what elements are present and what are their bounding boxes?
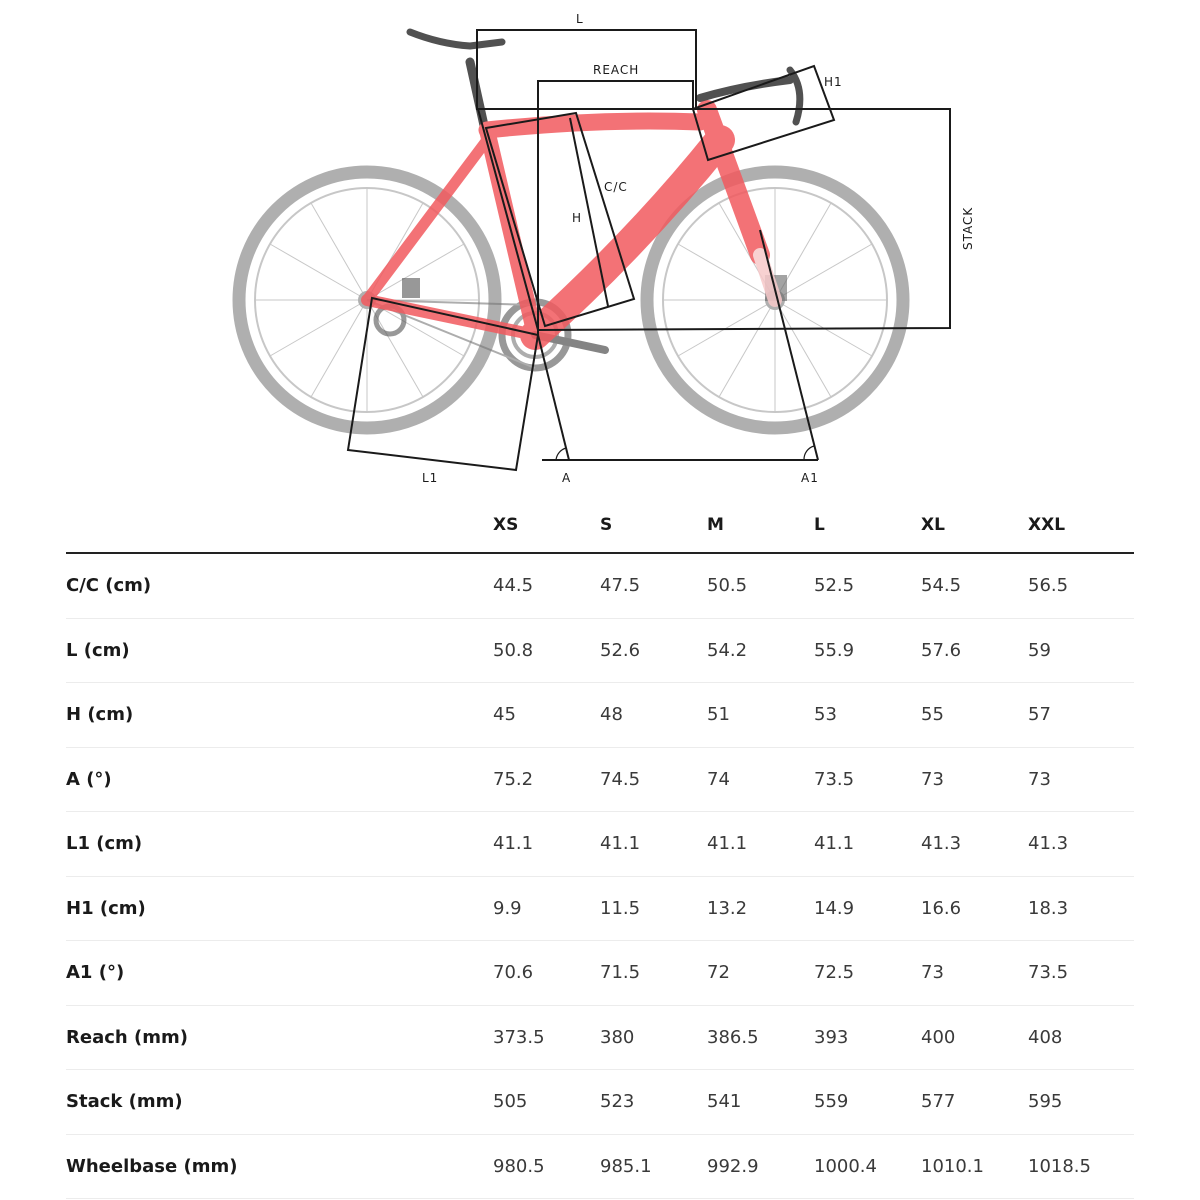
table-cell: 48 xyxy=(600,683,707,748)
label-l: L xyxy=(576,12,584,26)
table-cell: 50.8 xyxy=(493,618,600,683)
row-label: L (cm) xyxy=(66,618,493,683)
table-cell: 53 xyxy=(814,683,921,748)
table-cell: 45 xyxy=(493,683,600,748)
table-cell: 41.1 xyxy=(707,812,814,877)
table-cell: 980.5 xyxy=(493,1134,600,1199)
table-cell: 59 xyxy=(1028,618,1134,683)
table-cell: 56.5 xyxy=(1028,553,1134,618)
table-cell: 559 xyxy=(814,1070,921,1135)
table-cell: 1010.1 xyxy=(921,1134,1028,1199)
label-a1: A1 xyxy=(801,471,819,485)
table-cell: 54.2 xyxy=(707,618,814,683)
table-cell: 992.9 xyxy=(707,1134,814,1199)
table-cell: 9.9 xyxy=(493,876,600,941)
table-cell: 72.5 xyxy=(814,941,921,1006)
table-cell: 75.2 xyxy=(493,747,600,812)
l-dimension-box xyxy=(477,30,696,109)
table-cell: 51 xyxy=(707,683,814,748)
table-cell: 1018.5 xyxy=(1028,1134,1134,1199)
label-h1: H1 xyxy=(824,75,843,89)
row-label: A1 (°) xyxy=(66,941,493,1006)
table-row xyxy=(66,553,1134,618)
table-cell: 400 xyxy=(921,1005,1028,1070)
table-cell: 541 xyxy=(707,1070,814,1135)
table-cell: 13.2 xyxy=(707,876,814,941)
table-cell: 595 xyxy=(1028,1070,1134,1135)
table-row xyxy=(66,618,1134,683)
size-header-xs: XS xyxy=(493,497,600,553)
table-cell: 55 xyxy=(921,683,1028,748)
label-stack: STACK xyxy=(961,206,975,250)
table-cell: 1000.4 xyxy=(814,1134,921,1199)
label-a: A xyxy=(562,471,572,485)
table-cell: 577 xyxy=(921,1070,1028,1135)
table-cell: 57.6 xyxy=(921,618,1028,683)
row-label: L1 (cm) xyxy=(66,812,493,877)
row-label: Reach (mm) xyxy=(66,1005,493,1070)
table-cell: 52.6 xyxy=(600,618,707,683)
size-header-m: M xyxy=(707,497,814,553)
table-cell: 41.3 xyxy=(1028,812,1134,877)
table-cell: 57 xyxy=(1028,683,1134,748)
table-cell: 74.5 xyxy=(600,747,707,812)
row-label: H1 (cm) xyxy=(66,876,493,941)
table-cell: 44.5 xyxy=(493,553,600,618)
table-row xyxy=(66,1134,1134,1199)
table-cell: 393 xyxy=(814,1005,921,1070)
table-cell: 386.5 xyxy=(707,1005,814,1070)
table-cell: 373.5 xyxy=(493,1005,600,1070)
table-cell: 11.5 xyxy=(600,876,707,941)
table-cell: 52.5 xyxy=(814,553,921,618)
table-cell: 380 xyxy=(600,1005,707,1070)
table-row xyxy=(66,941,1134,1006)
size-header-row xyxy=(66,497,1134,553)
table-row xyxy=(66,876,1134,941)
table-cell: 73.5 xyxy=(1028,941,1134,1006)
table-cell: 41.3 xyxy=(921,812,1028,877)
table-cell: 72 xyxy=(707,941,814,1006)
size-header-l: L xyxy=(814,497,921,553)
table-cell: 74 xyxy=(707,747,814,812)
row-label: A (°) xyxy=(66,747,493,812)
table-row xyxy=(66,747,1134,812)
table-cell: 73.5 xyxy=(814,747,921,812)
table-cell: 408 xyxy=(1028,1005,1134,1070)
label-reach: REACH xyxy=(593,63,640,77)
table-cell: 16.6 xyxy=(921,876,1028,941)
table-cell: 523 xyxy=(600,1070,707,1135)
row-label: Wheelbase (mm) xyxy=(66,1134,493,1199)
table-cell: 73 xyxy=(921,941,1028,1006)
table-cell: 41.1 xyxy=(814,812,921,877)
row-label: C/C (cm) xyxy=(66,553,493,618)
bike-geometry-diagram xyxy=(0,0,1200,500)
geometry-table xyxy=(66,497,1134,1199)
table-cell: 73 xyxy=(1028,747,1134,812)
table-cell: 41.1 xyxy=(493,812,600,877)
table-cell: 73 xyxy=(921,747,1028,812)
table-cell: 71.5 xyxy=(600,941,707,1006)
size-header-xxl: XXL xyxy=(1028,497,1134,553)
table-cell: 55.9 xyxy=(814,618,921,683)
table-cell: 505 xyxy=(493,1070,600,1135)
table-cell: 14.9 xyxy=(814,876,921,941)
table-row xyxy=(66,812,1134,877)
row-label: H (cm) xyxy=(66,683,493,748)
table-row xyxy=(66,683,1134,748)
label-l1: L1 xyxy=(422,471,439,485)
header-corner xyxy=(66,497,493,553)
label-h: H xyxy=(572,211,583,225)
table-cell: 985.1 xyxy=(600,1134,707,1199)
table-cell: 50.5 xyxy=(707,553,814,618)
table-cell: 47.5 xyxy=(600,553,707,618)
table-cell: 70.6 xyxy=(493,941,600,1006)
table-cell: 54.5 xyxy=(921,553,1028,618)
table-cell: 18.3 xyxy=(1028,876,1134,941)
row-label: Stack (mm) xyxy=(66,1070,493,1135)
table-cell: 41.1 xyxy=(600,812,707,877)
label-cc: C/C xyxy=(604,180,628,194)
table-row xyxy=(66,1005,1134,1070)
size-header-xl: XL xyxy=(921,497,1028,553)
size-header-s: S xyxy=(600,497,707,553)
table-row xyxy=(66,1070,1134,1135)
